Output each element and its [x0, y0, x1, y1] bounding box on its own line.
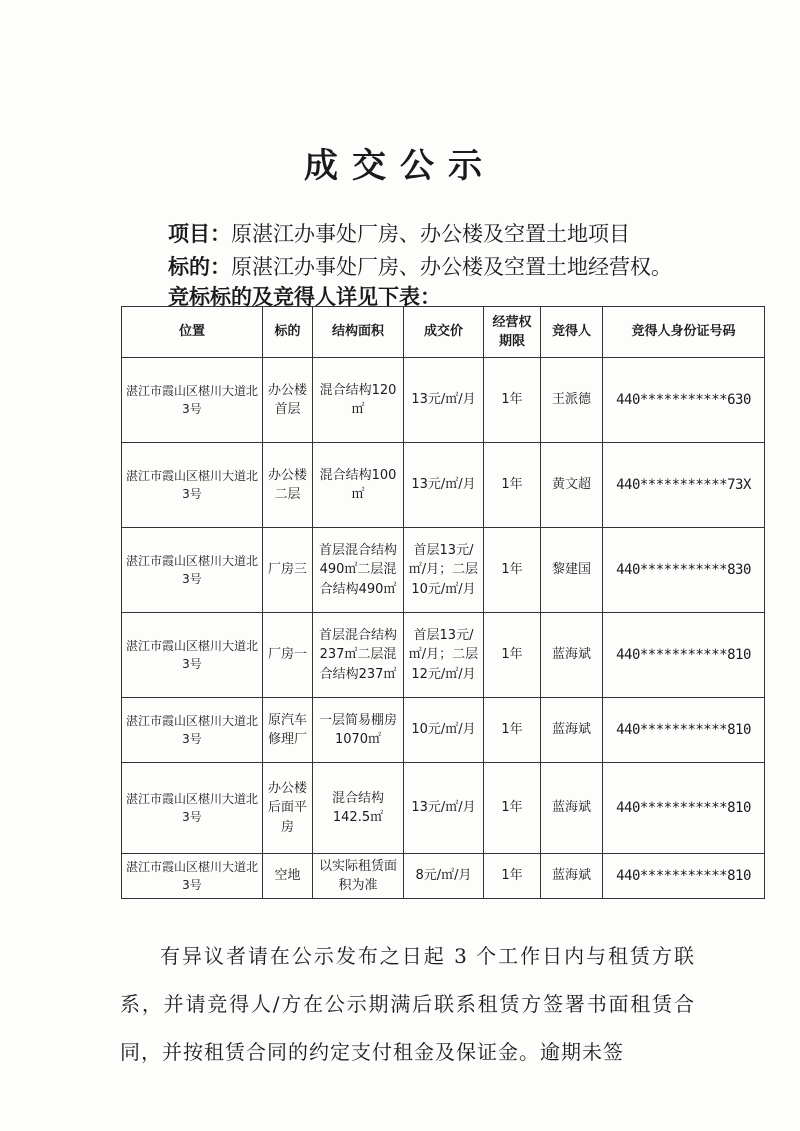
cell-id: 440***********630	[603, 358, 765, 443]
cell-location: 湛江市霞山区椹川大道北3号	[122, 854, 263, 899]
header-id: 竞得人身份证号码	[603, 307, 765, 358]
cell-winner: 蓝海斌	[541, 698, 603, 763]
cell-subject: 厂房一	[263, 613, 313, 698]
cell-term: 1年	[484, 854, 541, 899]
cell-subject: 办公楼二层	[263, 443, 313, 528]
cell-location: 湛江市霞山区椹川大道北3号	[122, 698, 263, 763]
cell-id: 440***********810	[603, 613, 765, 698]
cell-term: 1年	[484, 358, 541, 443]
table-row	[122, 528, 765, 613]
cell-location: 湛江市霞山区椹川大道北3号	[122, 358, 263, 443]
table-row	[122, 443, 765, 528]
cell-id: 440***********810	[603, 854, 765, 899]
header-location: 位置	[122, 307, 263, 358]
table-row	[122, 854, 765, 899]
page-title: 成交公示	[304, 146, 496, 186]
subject-line	[168, 251, 672, 281]
cell-term: 1年	[484, 613, 541, 698]
cell-id: 440***********810	[603, 698, 765, 763]
cell-subject: 原汽车修理厂	[263, 698, 313, 763]
cell-location: 湛江市霞山区椹川大道北3号	[122, 443, 263, 528]
cell-winner: 王派德	[541, 358, 603, 443]
header-subject: 标的	[263, 307, 313, 358]
cell-winner: 蓝海斌	[541, 613, 603, 698]
cell-structure: 以实际租赁面积为准	[313, 854, 404, 899]
table-row	[122, 613, 765, 698]
project-value: 原湛江办事处厂房、办公楼及空置土地项目	[231, 222, 630, 246]
cell-structure: 混合结构100㎡	[313, 443, 404, 528]
notice-paragraph: 有异议者请在公示发布之日起 3 个工作日内与租赁方联系，并请竞得人/方在公示期满后联系租赁方签署书面租赁合同，并按租赁合同的约定支付租金及保证金。逾期未签	[120, 944, 695, 1064]
table-row	[122, 358, 765, 443]
cell-structure: 首层混合结构490㎡二层混合结构490㎡	[313, 528, 404, 613]
header-winner: 竞得人	[541, 307, 603, 358]
cell-winner: 蓝海斌	[541, 763, 603, 854]
cell-price: 13元/㎡/月	[404, 358, 484, 443]
cell-price: 10元/㎡/月	[404, 698, 484, 763]
cell-id: 440***********810	[603, 763, 765, 854]
cell-term: 1年	[484, 698, 541, 763]
cell-term: 1年	[484, 763, 541, 854]
cell-price: 首层13元/㎡/月；二层12元/㎡/月	[404, 613, 484, 698]
cell-location: 湛江市霞山区椹川大道北3号	[122, 763, 263, 854]
header-price: 成交价	[404, 307, 484, 358]
subject-value: 原湛江办事处厂房、办公楼及空置土地经营权。	[231, 255, 672, 279]
cell-id: 440***********73X	[603, 443, 765, 528]
table-row	[122, 763, 765, 854]
cell-price: 13元/㎡/月	[404, 443, 484, 528]
header-term: 经营权期限	[484, 307, 541, 358]
table-intro: 竞标标的及竞得人详见下表：	[168, 284, 441, 309]
cell-subject: 办公楼首层	[263, 358, 313, 443]
cell-winner: 黄文超	[541, 443, 603, 528]
cell-structure: 混合结构142.5㎡	[313, 763, 404, 854]
cell-price: 首层13元/㎡/月；二层10元/㎡/月	[404, 528, 484, 613]
table-row	[122, 698, 765, 763]
cell-winner: 黎建国	[541, 528, 603, 613]
cell-subject: 厂房三	[263, 528, 313, 613]
cell-structure: 混合结构120㎡	[313, 358, 404, 443]
cell-price: 13元/㎡/月	[404, 763, 484, 854]
cell-id: 440***********830	[603, 528, 765, 613]
subject-label: 标的：	[168, 254, 231, 279]
cell-term: 1年	[484, 443, 541, 528]
results-table	[121, 306, 765, 899]
project-label: 项目：	[168, 221, 231, 246]
project-line	[168, 218, 630, 248]
cell-structure: 一层简易棚房1070㎡	[313, 698, 404, 763]
table-header-row	[122, 307, 765, 358]
cell-subject: 空地	[263, 854, 313, 899]
cell-location: 湛江市霞山区椹川大道北3号	[122, 528, 263, 613]
cell-location: 湛江市霞山区椹川大道北3号	[122, 613, 263, 698]
cell-term: 1年	[484, 528, 541, 613]
cell-winner: 蓝海斌	[541, 854, 603, 899]
cell-subject: 办公楼后面平房	[263, 763, 313, 854]
cell-price: 8元/㎡/月	[404, 854, 484, 899]
cell-structure: 首层混合结构237㎡二层混合结构237㎡	[313, 613, 404, 698]
header-structure: 结构面积	[313, 307, 404, 358]
